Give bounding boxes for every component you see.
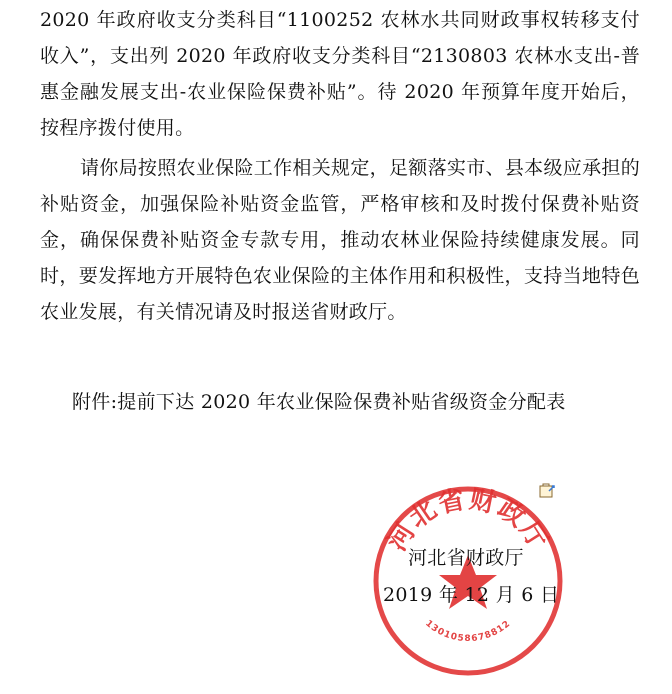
paragraph-instructions: 请你局按照农业保险工作相关规定，足额落实市、县本级应承担的补贴资金，加强保险补贴资金监管，严格审核和及时拨付保费补贴资金，确保保费补贴资金专款专用，推动农林业保险持续健康发展。同时，要发挥地方开展特色农业保险的主体作用和积极性，支持当地特色农业发展，有关情况请及时报送省财政厅。 [40, 157, 640, 323]
attachment-line: 附件:提前下达 2020 年农业保险保费补贴省级资金分配表 [72, 391, 566, 413]
seal-code-text: 1301058678812 [423, 618, 513, 645]
signature-date: 2019 年 12 月 6 日 [383, 584, 560, 606]
paragraph-budget-classification: 2020 年政府收支分类科目“1100252 农林水共同财政事权转移支付收入”，支出列 2020 年政府收支分类科目“2130803 农林水支出-普惠金融发展支出-农业保险保费补贴”。待 2020 年预算年度开始后，按程序拨付使用。 [40, 9, 640, 139]
seal-arc-text: 河北省财政厅 [382, 484, 554, 557]
paperclip-icon[interactable] [537, 482, 557, 500]
signature-organization: 河北省财政厅 [408, 547, 524, 569]
